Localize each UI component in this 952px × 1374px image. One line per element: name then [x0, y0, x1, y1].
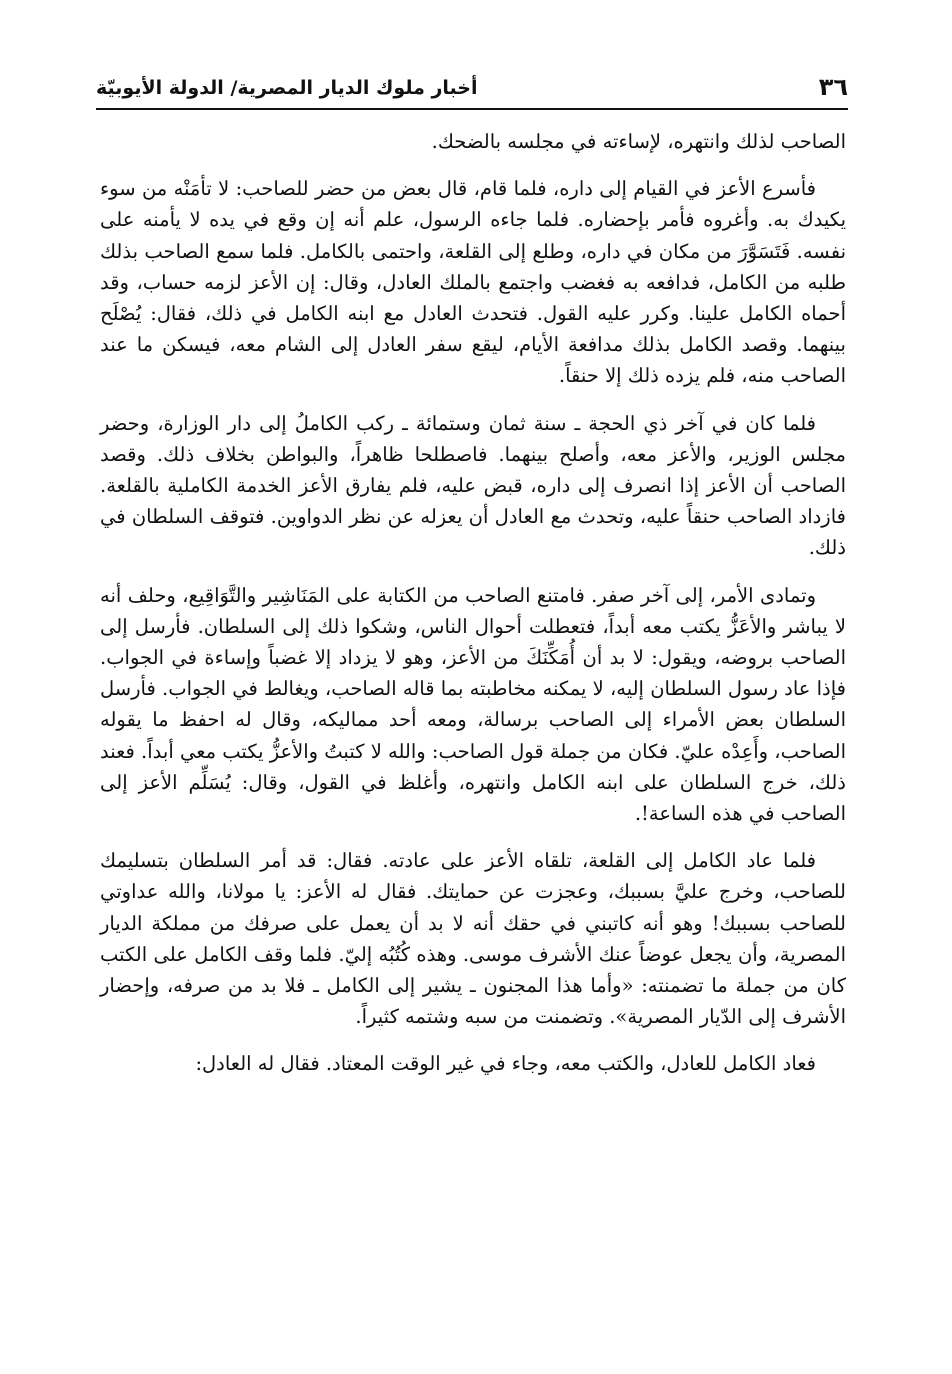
paragraph-gap	[100, 564, 846, 580]
text-body	[100, 126, 846, 1080]
paragraph-gap	[100, 157, 846, 173]
paragraph-3: فلما كان في آخر ذي الحجة ـ سنة ثمان وستمائة ـ ركب الكاملُ إلى دار الوزارة، وحضر مجلس الوزير، والأعز معه، وأصلح بينهما. فاصطلحا ظاهراً، والبواطن بخلاف ذلك. وقصد الصاحب أن الأعز إذا انصرف إلى داره، قبض عليه، فلم يفارق الأعز الخدمة الكاملية بالقلعة. فازداد الصاحب حنقاً عليه، وتحدث مع العادل أن يعزله عن نظر الدواوين. فتوقف السلطان في ذلك.	[100, 411, 846, 560]
running-head	[96, 66, 848, 110]
page-number: ٣٦	[818, 73, 848, 101]
paragraph-gap	[100, 1032, 846, 1048]
paragraph-gap	[100, 392, 846, 408]
book-title: أخبار ملوك الديار المصرية/ الدولة الأيوبيّة	[96, 77, 478, 99]
paragraph-2: فأسرع الأعز في القيام إلى داره، فلما قام، قال بعض من حضر للصاحب: لا تأمَنْه من سوء يكيدك به. وأغروه فأمر بإحضاره. فلما جاءه الرسول، علم أنه إن وقع في يده لا يأمنه على نفسه. فَتَسَوَّرَ من مكان في داره، وطلع إلى القلعة، واحتمى بالكامل. فلما سمع الصاحب بذلك طلبه من الكامل، فدافعه به فغضب واجتمع بالملك العادل، وقال: إن الأعز لزمه حساب، وقد أحماه الكامل علينا. وكرر عليه القول. فتحدث العادل مع ابنه الكامل في ذلك، فقال: يُصْلَح بينهما. وقصد الكامل بذلك مدافعة الأيام، ليقع سفر العادل إلى الشام معه، فيسكن ما عند الصاحب منه، فلم يزده ذلك إلا حنقاً.	[100, 177, 846, 388]
paragraph-4: وتمادى الأمر، إلى آخر صفر. فامتنع الصاحب من الكتابة على المَنَاشِير والتَّوَاقِيع، وحلف أنه لا يباشر والأعَزُّ يكتب معه أبداً، فتعطلت أحوال الناس، وشكوا ذلك إلى السلطان. فأرسل إلى الصاحب بروضه، ويقول: لا بد أن أُمَكِّنَكَ من الأعز، وهو لا يزداد إلا غضباً وإساءة في الجواب. فإذا عاد رسول السلطان إليه، لا يمكنه مخاطبته بما قاله الصاحب، ويغالط في الجواب. فأرسل السلطان بعض الأمراء إلى الصاحب برسالة، ومعه أحد مماليكه، وقال له احفظ ما يقوله الصاحب، وأَعِدْه عليّ. فكان من جملة قول الصاحب: والله لا كتبتُ والأعزُّ يكتب معي أبداً. فعند ذلك، خرج السلطان على ابنه الكامل وانتهره، وأغلظ في القول، وقال: يُسَلِّم الأعز إلى الصاحب في هذه الساعة!.	[100, 583, 846, 826]
paragraph-5: فلما عاد الكامل إلى القلعة، تلقاه الأعز على عادته. فقال: قد أمر السلطان بتسليمك للصاحب، وخرج عليَّ بسببك، وعجزت عن حمايتك. فقال له الأعز: يا مولانا، والله عداوتي للصاحب بسببك! وهو أنه كاتبني في حقك أنه لا بد أن يعمل على صرفك من مملكة الديار المصرية، وأن يجعل عوضاً عنك الأشرف موسى. وهذه كُتُبُه إليّ. فلما وقف الكامل على الكتب كان من جملة ما تضمنته: «وأما هذا المجنون ـ يشير إلى الكامل ـ فلا بد من صرفه، وإحضار الأشرف إلى الدّيار المصرية». وتضمنت من سبه وشتمه كثيراً.	[100, 849, 846, 1029]
paragraph-6: فعاد الكامل للعادل، والكتب معه، وجاء في غير الوقت المعتاد. فقال له العادل:	[195, 1052, 816, 1076]
paragraph-gap	[100, 829, 846, 845]
paragraph-1: الصاحب لذلك وانتهره، لإساءته في مجلسه بالضحك.	[431, 130, 846, 153]
